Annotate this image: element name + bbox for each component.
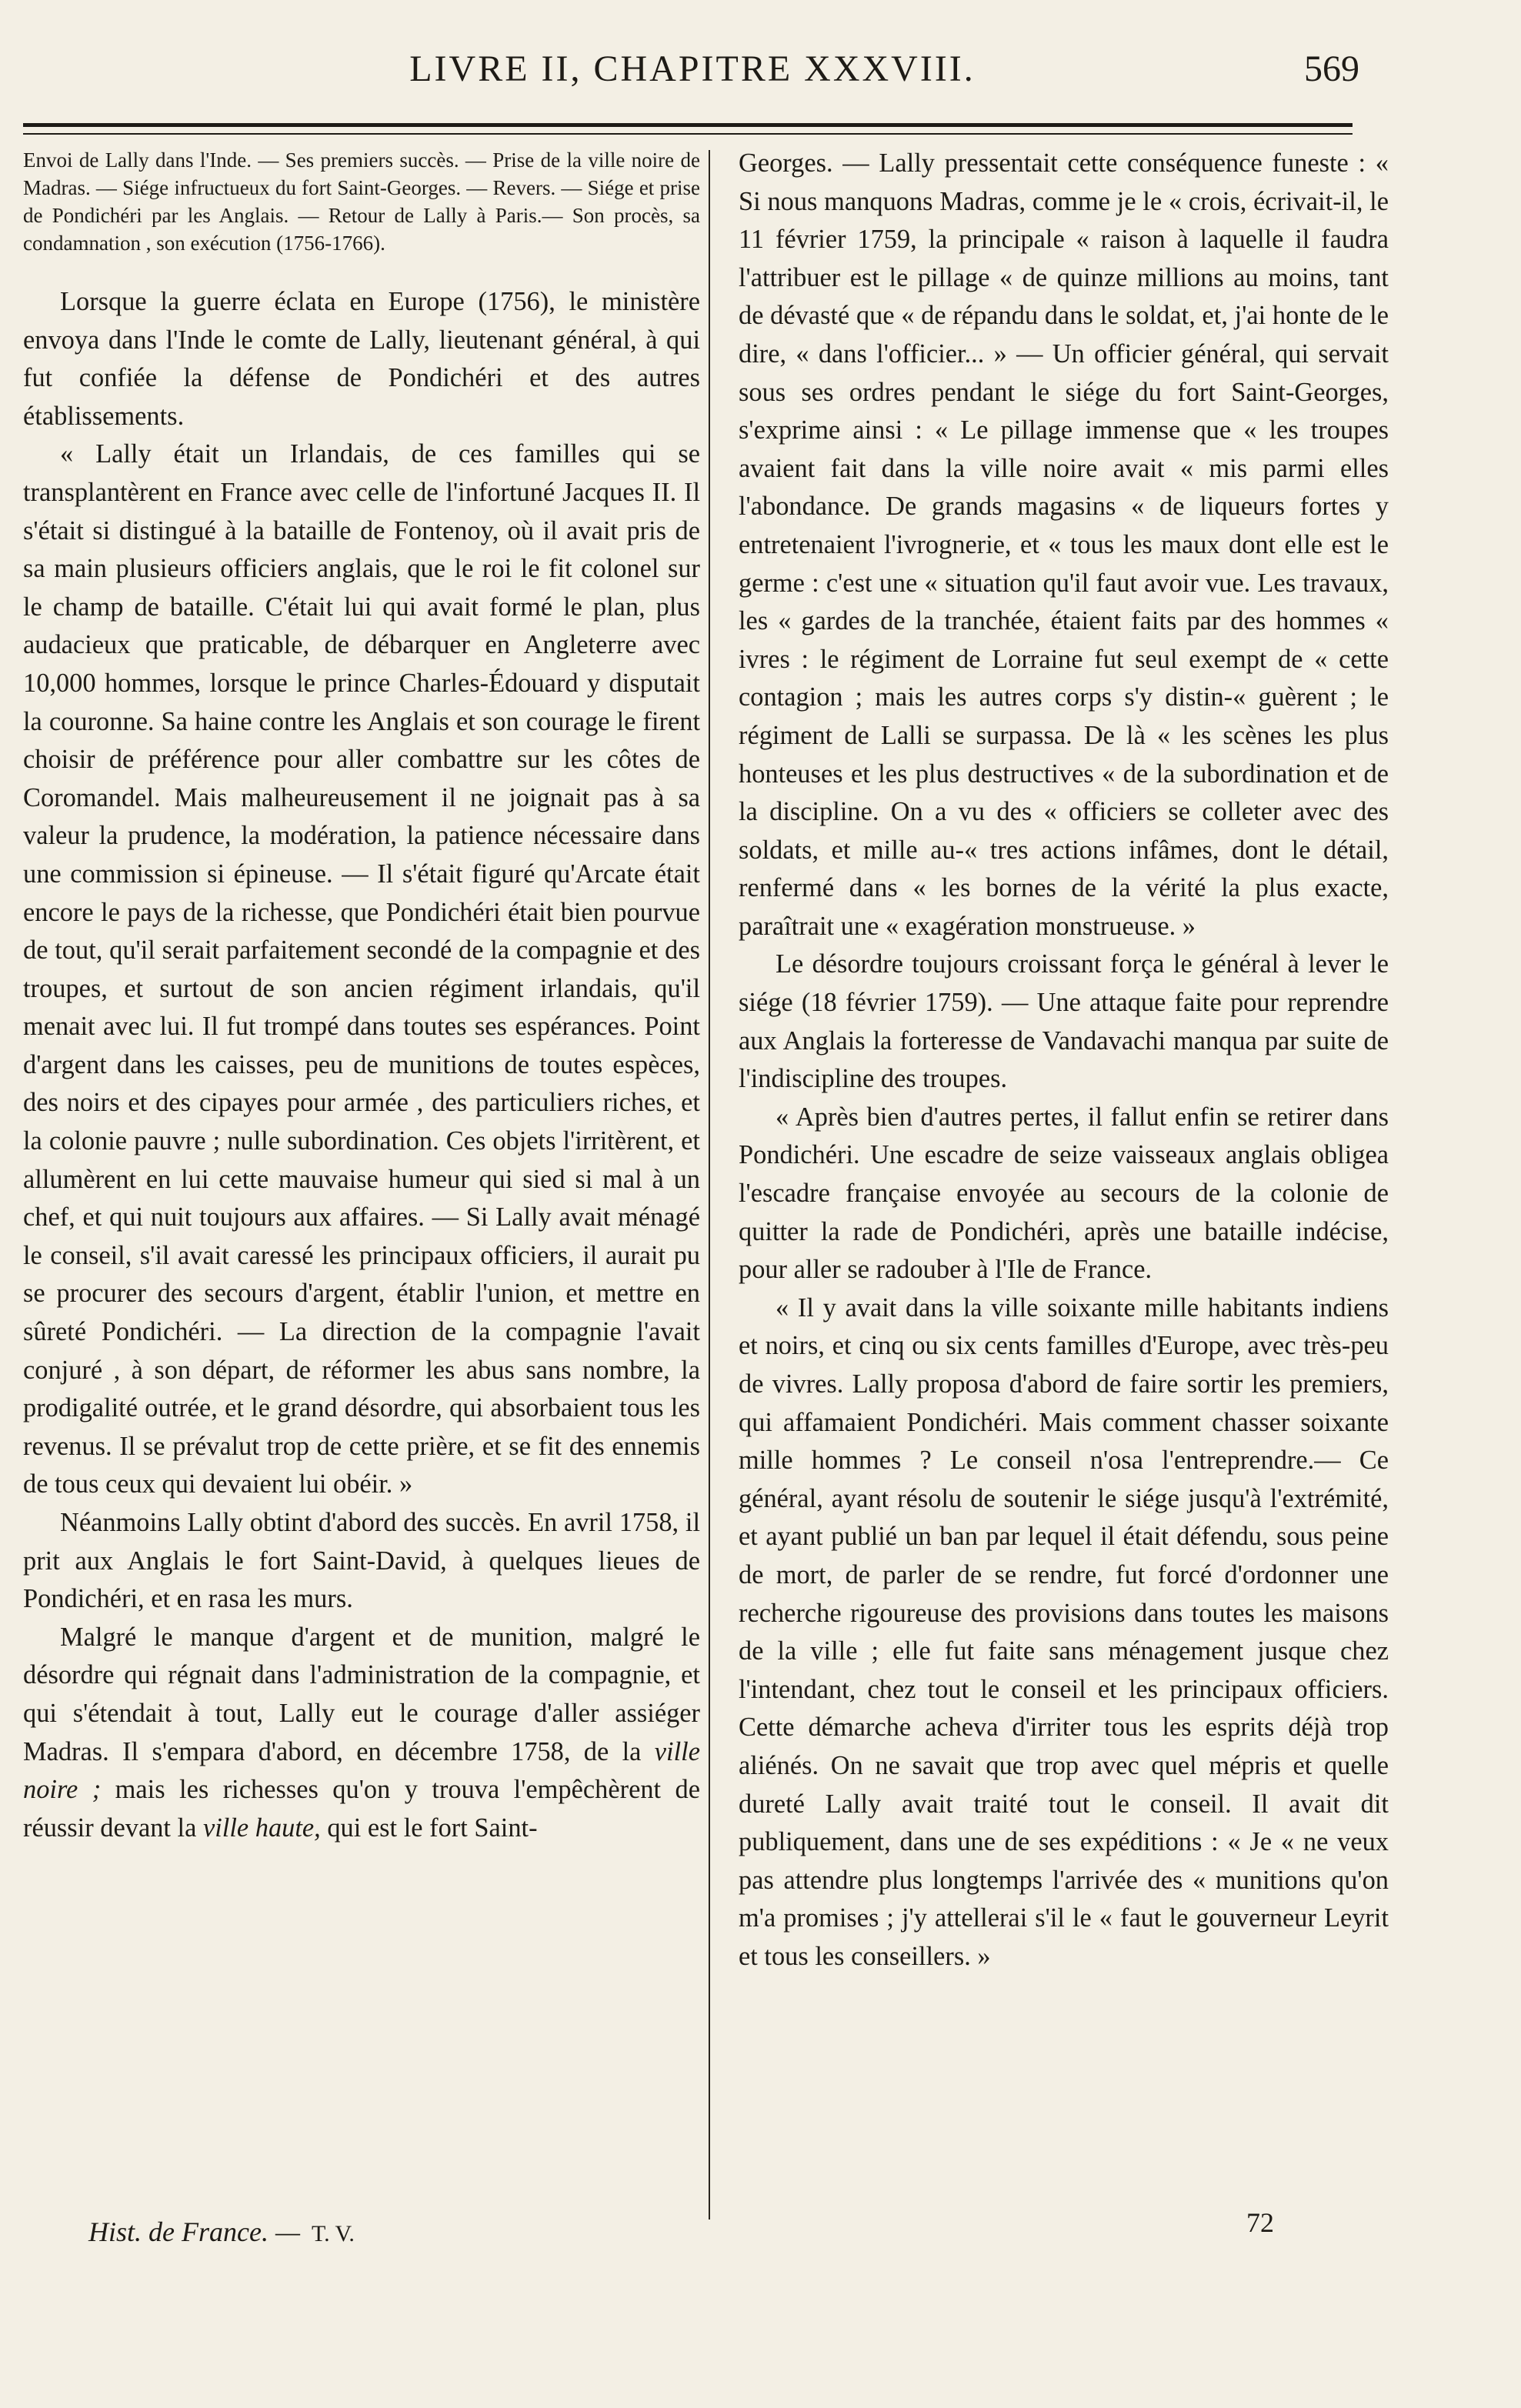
- text-run: qui est le fort Saint-: [320, 1813, 538, 1843]
- page-number: 569: [1304, 48, 1359, 89]
- italic-term: ville noire ;: [23, 1736, 700, 1805]
- volume-label: T. V.: [311, 2221, 355, 2246]
- column-divider: [709, 150, 710, 2220]
- header-rule: [23, 123, 1353, 135]
- page-header: [0, 48, 1521, 94]
- signature-mark: 72: [1246, 2207, 1274, 2238]
- chapter-summary: Envoi de Lally dans l'Inde. — Ses premiers succès. — Prise de la ville noire de Madras. — Siége infructueux du fort Saint-Georges. — Revers. — Siége et prise de Pondichéri par les Anglais. — Retour de Lally à Paris.— Son procès, sa condamnation , son exécution (1756-1766).: [23, 148, 700, 255]
- paragraph: Lorsque la guerre éclata en Europe (1756), le ministère envoya dans l'Inde le comte de Lally, lieutenant général, à qui fut confiée la défense de Pondichéri et des autres établissements.: [23, 287, 700, 431]
- paragraph: « Lally était un Irlandais, de ces familles qui se transplantèrent en France avec celle de l'infortuné Jacques II. Il s'était si distingué à la bataille de Fontenoy, où il avait pris de sa main plusieurs officiers anglais, que le roi le fit colonel sur le champ de bataille. C'était lui qui avait formé le plan, plus audacieux que praticable, de débarquer en Angleterre avec 10,000 hommes, lorsque le prince Charles-Édouard y disputait la couronne. Sa haine contre les Anglais et son courage le firent choisir de préférence pour aller combattre sur les côtes de Coromandel. Mais malheureusement il ne joignait pas à sa valeur la prudence, la modération, la patience nécessaire dans une commission si épineuse. — Il s'était figuré qu'Arcate était encore le pays de la richesse, que Pondichéri était bien pourvue de tout, qu'il serait parfaitement secondé de la compagnie et des troupes, et surtout de son ancien régiment irlandais, qu'il menait avec lui. Il fut trompé dans toutes ses espérances. Point d'argent dans les caisses, peu de munitions de toutes espèces, des noirs et des cipayes pour armée , des particuliers riches, et la colonie pauvre ; nulle subordination. Ces objets l'irritèrent, et allumèrent en lui cette mauvaise humeur qui sied si mal à un chef, et qui nuit toujours aux affaires. — Si Lally avait ménagé le conseil, s'il avait caressé les principaux officiers, il aurait pu se procurer des secours d'argent, établir l'union, et mettre en sûreté Pondichéri. — La direction de la compagnie l'avait conjuré , à son départ, de réformer les abus sans nombre, la prodigalité outrée, et le grand désordre, qui absorbaient tous les revenus. Il se prévalut trop de cette prière, et se fit des ennemis de tous ceux qui devaient lui obéir. »: [23, 439, 700, 1499]
- italic-term: ville haute,: [202, 1813, 321, 1843]
- paragraph: Néanmoins Lally obtint d'abord des succès. En avril 1758, il prit aux Anglais le fort Saint-David, à quelques lieues de Pondichéri, et en rasa les murs.: [23, 1508, 700, 1614]
- text-run: mais les richesses qu'on y trouva l'empêchèrent de réussir devant la: [23, 1775, 700, 1843]
- running-title: LIVRE II, CHAPITRE XXXVIII.: [409, 48, 976, 89]
- paragraph: [23, 1619, 700, 1848]
- paragraph: « Après bien d'autres pertes, il fallut enfin se retirer dans Pondichéri. Une escadre de seize vaisseaux anglais obligea l'escadre française envoyée au secours de la colonie de quitter la rade de Pondichéri, après une bataille indécise, pour aller se radouber à l'Ile de France.: [739, 1102, 1389, 1285]
- right-column: [739, 145, 1389, 1976]
- paragraph: « Il y avait dans la ville soixante mille habitants indiens et noirs, et cinq ou six cents familles d'Europe, avec très-peu de vivres. Lally proposa d'abord de faire sortir les premiers, qui affamaient Pondichéri. Mais comment chasser soixante mille hommes ? Le conseil n'osa l'entreprendre.— Ce général, ayant résolu de soutenir le siége jusqu'à l'extrémité, et ayant publié un ban par lequel il était défendu, sous peine de mort, de parler de se rendre, fut forcé d'ordonner une recherche rigoureuse des provisions dans toutes les maisons de la ville ; elle fut faite sans ménagement jusque chez l'intendant, chez tout le conseil et les principaux officiers. Cette démarche acheva d'irriter tous les esprits déjà trop aliénés. On ne savait que trop avec quel mépris et quelle dureté Lally avait traité tout le conseil. Il avait dit publiquement, dans une de ses expéditions : « Je « ne veux pas attendre plus longtemps l'arrivée des « munitions qu'on m'a promises ; j'y attellerai s'il le « faut le gouverneur Leyrit et tous les conseillers. »: [739, 1292, 1389, 1971]
- text-run: Malgré le manque d'argent et de munition, malgré le désordre qui régnait dans l'administration de la compagnie, et qui s'étendait à tout, Lally eut le courage d'aller assiéger Madras. Il s'empara d'abord, en décembre 1758, de la: [23, 1622, 700, 1766]
- paragraph: Le désordre toujours croissant força le général à lever le siége (18 février 1759). — Une attaque faite pour reprendre aux Anglais la forteresse de Vandavachi manqua par suite de l'indiscipline des troupes.: [739, 949, 1389, 1094]
- left-column: [23, 146, 700, 1847]
- paragraph: Georges. — Lally pressentait cette conséquence funeste : « Si nous manquons Madras, comme je le « crois, écrivait-il, le 11 février 1759, la principale « raison à laquelle il faudra l'attribuer est le pillage « de quinze millions au moins, tant de dévasté que « de répandu dans le soldat, et, j'ai honte de le dire, « dans l'officier... » — Un officier général, qui servait sous ses ordres pendant le siége du fort Saint-Georges, s'exprime ainsi : « Le pillage immense que « les troupes avaient fait dans la ville noire avait « mis parmi elles l'abondance. De grands magasins « de liqueurs fortes y entretenaient l'ivrognerie, et « tous les maux dont elle est le germe : c'est une « situation qu'il faut avoir vue. Les travaux, les « gardes de la tranchée, étaient faits par des hommes « ivres : le régiment de Lorraine fut seul exempt de « cette contagion ; mais les autres corps s'y distin-« guèrent ; le régiment de Lalli se surpassa. De là « les scènes les plus honteuses et les plus destructives « de la subordination et de la discipline. On a vu des « officiers se colleter avec des soldats, et mille au-« tres actions infâmes, dont le détail, renfermé dans « les bornes de la vérité la plus exacte, paraîtrait une « exagération monstrueuse. »: [739, 148, 1389, 941]
- footer-source: [88, 2216, 355, 2248]
- source-title: Hist. de France. —: [88, 2216, 300, 2247]
